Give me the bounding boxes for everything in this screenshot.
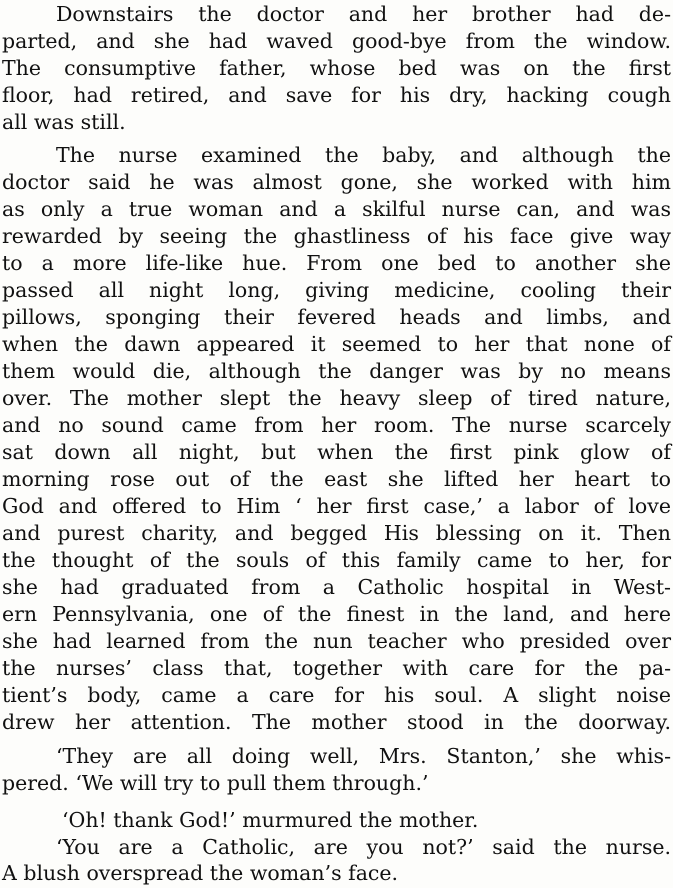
text-line: The consumptive father, whose bed was on the first bbox=[2, 56, 671, 80]
text-line: and no sound came from her room. The nurse scarcely bbox=[2, 413, 671, 437]
text-line: ‘Oh! thank God!’ murmured the mother. bbox=[62, 808, 479, 832]
text-line: parted, and she had waved good-bye from the window. bbox=[2, 29, 671, 53]
text-line: she had graduated from a Catholic hospital in West- bbox=[2, 575, 671, 599]
text-line: morning rose out of the east she lifted her heart to bbox=[2, 467, 671, 491]
text-line: pered. ‘We will try to pull them through.’ bbox=[2, 771, 429, 795]
text-line: them would die, although the danger was by no means bbox=[2, 359, 671, 383]
text-line: passed all night long, giving medicine, cooling their bbox=[2, 278, 671, 302]
text-line: Downstairs the doctor and her brother had de- bbox=[56, 2, 671, 26]
text-line: pillows, sponging their fevered heads and limbs, and bbox=[2, 305, 671, 329]
text-line: God and offered to Him ‘ her first case,’ a labor of love bbox=[2, 494, 671, 518]
text-line: as only a true woman and a skilful nurse can, and was bbox=[2, 197, 671, 221]
text-line: ‘You are a Catholic, are you not?’ said the nurse. bbox=[56, 835, 671, 859]
text-line: sat down all night, but when the first pink glow of bbox=[2, 440, 671, 464]
text-line: ‘They are all doing well, Mrs. Stanton,’ she whis- bbox=[56, 744, 671, 768]
text-line: she had learned from the nun teacher who presided over bbox=[2, 629, 671, 653]
text-line: A blush overspread the woman’s face. bbox=[2, 861, 399, 885]
text-line: all was still. bbox=[2, 110, 126, 134]
text-line: when the dawn appeared it seemed to her that none of bbox=[2, 332, 671, 356]
text-line: the nurses’ class that, together with care for the pa- bbox=[2, 656, 671, 680]
text-line: over. The mother slept the heavy sleep of tired nature, bbox=[2, 386, 671, 410]
text-line: The nurse examined the baby, and although the bbox=[56, 143, 671, 167]
text-line: ern Pennsylvania, one of the finest in the land, and here bbox=[2, 602, 671, 626]
text-line: to a more life-like hue. From one bed to another she bbox=[2, 251, 671, 275]
text-line: drew her attention. The mother stood in the doorway. bbox=[2, 710, 671, 734]
text-line: the thought of the souls of this family came to her, for bbox=[2, 548, 671, 572]
text-line: rewarded by seeing the ghastliness of his face give way bbox=[2, 224, 671, 248]
text-line: floor, had retired, and save for his dry, hacking cough bbox=[2, 83, 671, 107]
text-line: and purest charity, and begged His blessing on it. Then bbox=[2, 521, 671, 545]
text-line: doctor said he was almost gone, she worked with him bbox=[2, 170, 671, 194]
text-line: tient’s body, came a care for his soul. A slight noise bbox=[2, 683, 671, 707]
